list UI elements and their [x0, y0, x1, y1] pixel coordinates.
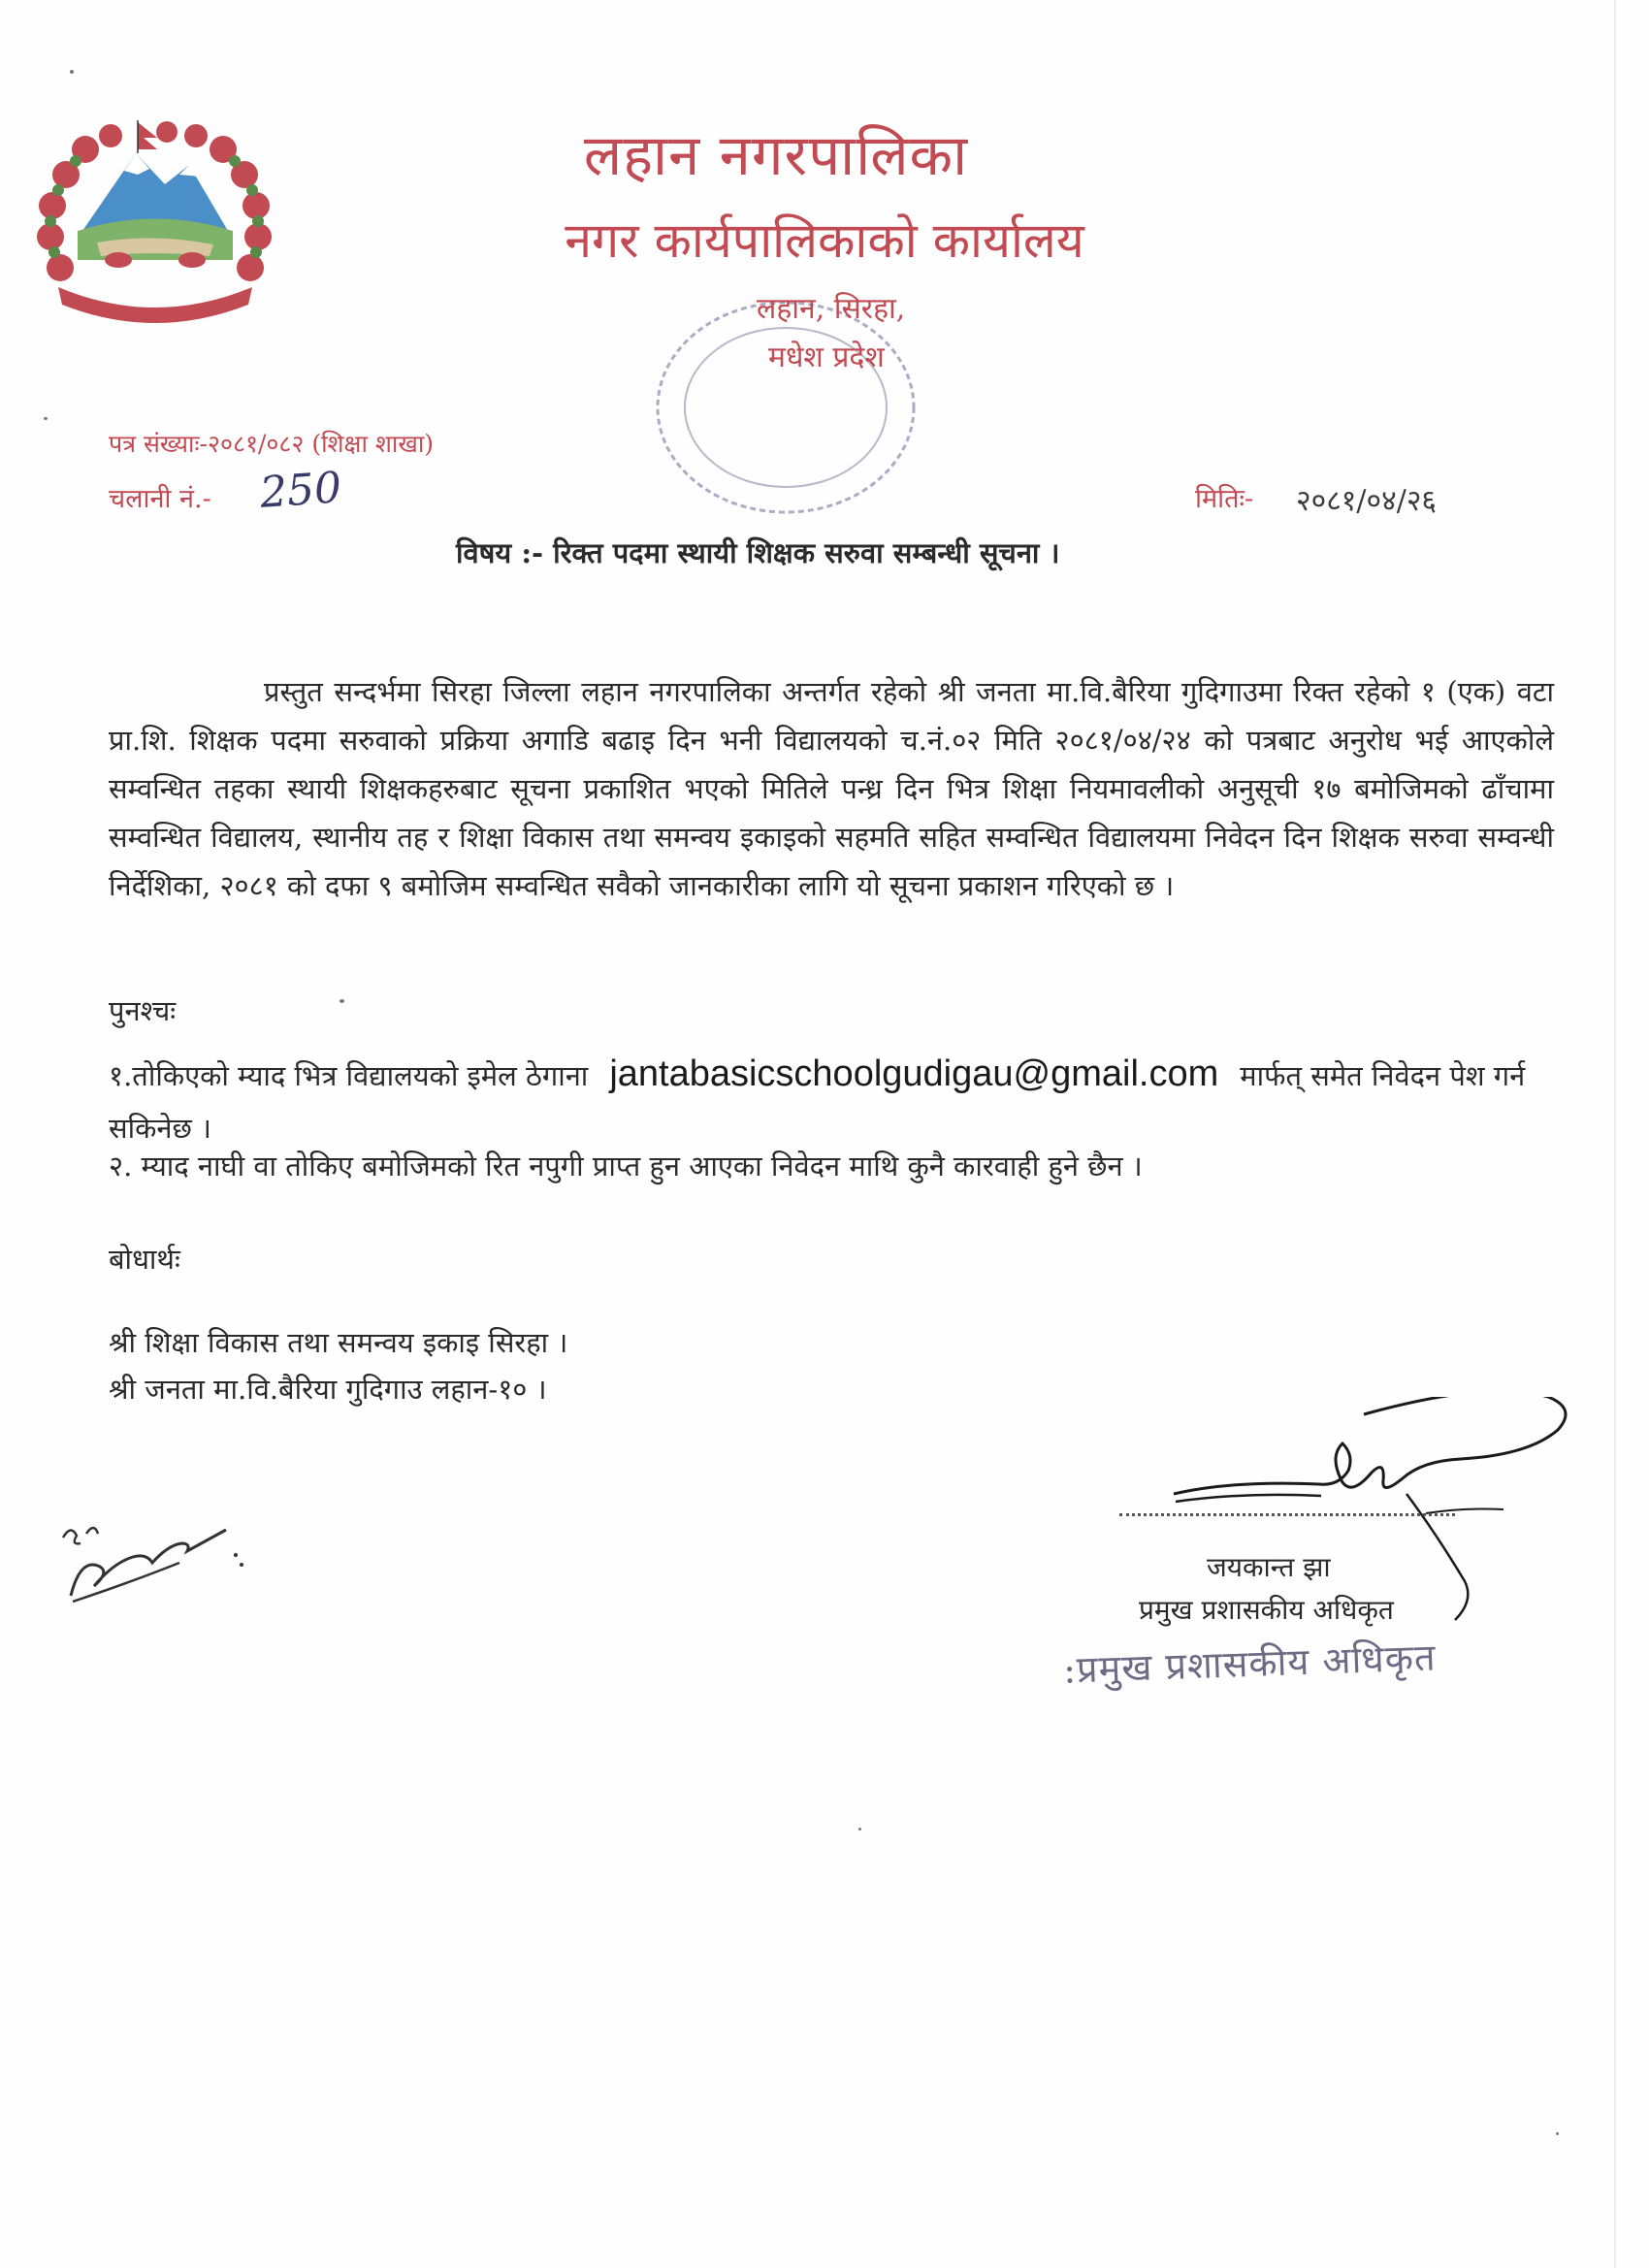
scan-speck — [340, 999, 344, 1003]
office-subtitle: नगर कार्यपालिकाको कार्यालय — [565, 212, 1084, 269]
postscript-item-1 — [109, 1048, 1554, 1154]
scan-edge-line — [1614, 0, 1616, 2268]
postscript-title: पुनश्चः — [109, 994, 177, 1027]
letter-number: पत्र संख्याः-२०८१/०८२ (शिक्षा शाखा) — [109, 430, 435, 458]
signature-dotted-line — [1119, 1513, 1455, 1516]
dispatch-number-handwritten: 250 — [258, 463, 343, 518]
address-line-2: मधेश प्रदेश — [768, 340, 885, 374]
cc-recipient: श्री शिक्षा विकास तथा समन्वय इकाइ सिरहा । — [109, 1326, 568, 1359]
designation-stamp: :प्रमुख प्रशासकीय अधिकृत — [1062, 1636, 1438, 1692]
signatory-name: जयकान्त झा — [1207, 1551, 1331, 1583]
postscript-item-2: २. म्याद नाघी वा तोकिए बमोजिमको रित नपुगी प्राप्त हुन आएका निवेदन माथि कुनै कारवाही हुने छैन । — [109, 1150, 1143, 1183]
postscript-item-1-tail: मार्फत् समेत निवेदन पेश गर्न सकिनेछ । — [109, 1059, 1526, 1145]
nepal-emblem-icon — [29, 114, 281, 338]
dispatch-label: चलानी नं.- — [109, 484, 211, 514]
address-line-1: लहान, सिरहा, — [757, 292, 906, 326]
notice-body: प्रस्तुत सन्दर्भमा सिरहा जिल्ला लहान नगरपालिका अन्तर्गत रहेको श्री जनता मा.वि.बैरिया गुदिगाउमा रिक्त रहेको १ (एक) वटा प्रा.शि. शिक्षक पदमा सरुवाको प्रक्रिया अगाडि बढाइ दिन भनी विद्यालयको च.नं.०२ मिति २०८१/०४/२४ को पत्रबाट अनुरोध भई आएकोले सम्वन्धित तहका स्थायी शिक्षकहरुबाट सूचना प्रकाशित भएको मितिले पन्ध्र दिन भित्र शिक्षा नियमावलीको अनुसूची १७ बमोजिमको ढाँचामा सम्वन्धित विद्यालय, स्थानीय तह र शिक्षा विकास तथा समन्वय इकाइको सहमति सहित सम्वन्धित विद्यालयमा निवेदन दिन शिक्षक सरुवा सम्वन्धी निर्देशिका, २०८१ को दफा ९ बमोजिम सम्वन्धित सवैको जानकारीका लागि यो सूचना प्रकाशन गरिएको छ । — [109, 675, 1554, 902]
postscript-item-1-text: १.तोकिएको म्याद भित्र विद्यालयको इमेल ठेगाना — [109, 1059, 589, 1092]
date-value: २०८१/०४/२६ — [1296, 484, 1438, 518]
cc-recipient: श्री जनता मा.वि.बैरिया गुदिगाउ लहान-१० । — [109, 1373, 547, 1406]
scan-speck — [70, 70, 74, 74]
date-label: मितिः- — [1195, 484, 1254, 514]
scan-speck — [1556, 2132, 1559, 2135]
scan-speck — [858, 1828, 861, 1831]
municipality-title: लहान नगरपालिका — [583, 122, 969, 188]
for-info-title: बोधार्थः — [109, 1243, 180, 1276]
signatory-title: प्रमुख प्रशासकीय अधिकृत — [1139, 1594, 1394, 1626]
handwritten-note-icon — [53, 1508, 267, 1635]
school-email[interactable]: jantabasicschoolgudigau@gmail.com — [609, 1053, 1219, 1094]
scan-speck — [44, 417, 48, 420]
subject-line: विषय :- रिक्त पदमा स्थायी शिक्षक सरुवा सम्बन्धी सूचना । — [456, 536, 1060, 569]
